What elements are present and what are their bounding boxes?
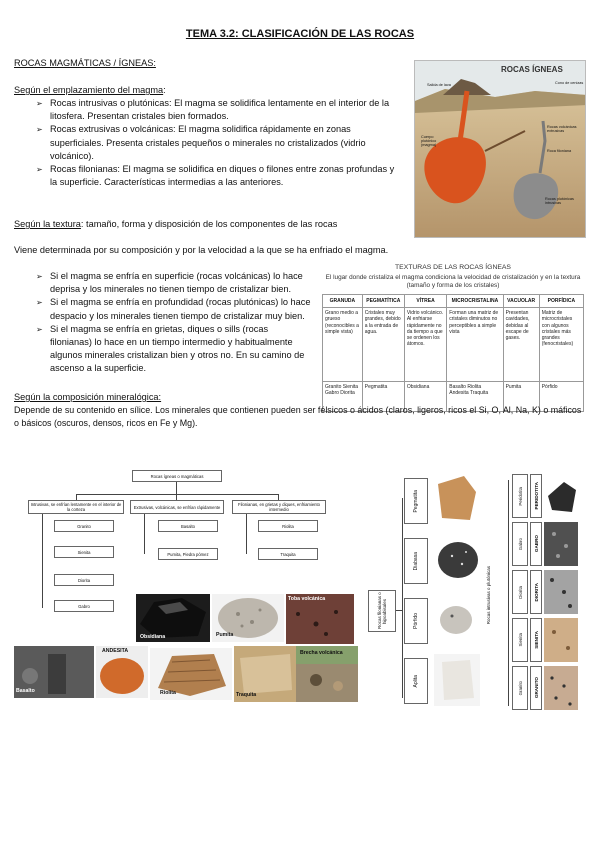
- table-cell: Grano medio a grueso (reconocibles a simple vista): [323, 308, 363, 382]
- diagram-item: Sienita: [54, 546, 114, 558]
- diagram-group-filonianas: Filonianas, en grietas y diques, enfriamiento intermedio: [232, 500, 326, 514]
- bullet-filonianas: ➢ Rocas filonianas: El magma se solidifica en diques o filones entre zonas profundas y la superficie. Características intermedias a las anteriores.: [36, 163, 400, 189]
- table-row: [323, 308, 584, 382]
- diagram-group-extrusivas: Extrusivas, volcánicas, se enfrían rápidamente: [130, 500, 224, 514]
- photo-aplita: [434, 654, 480, 706]
- rocas-igneas-figure: [414, 60, 586, 238]
- diagram-line: [76, 494, 278, 495]
- table-cell: Basalto Riolita Andesita Traquita: [447, 382, 503, 412]
- aplite-rock-icon: [434, 654, 480, 706]
- granite-rock-icon: [544, 666, 578, 710]
- page-title: TEMA 3.2: CLASIFICACIÓN DE LAS ROCAS: [185, 28, 415, 40]
- photo-peridotita: [544, 474, 578, 518]
- table-header: VÍTREA: [404, 295, 446, 308]
- table-cell: Vidrio volcánico. Al enfriarse rápidamente no da tiempo a que se ordenen los átomos.: [404, 308, 446, 382]
- diagram-line: [508, 480, 509, 706]
- photo-label-traquita: Traquita: [236, 692, 257, 698]
- diagram-line: [42, 514, 43, 608]
- plutonica-bold-granito: GRANITO: [530, 666, 542, 710]
- diagram-item: Diorita: [54, 574, 114, 586]
- subheading-emplazamiento: Según el emplazamiento del magma:: [14, 85, 166, 95]
- table-cell: Pórfido: [539, 382, 583, 412]
- diagram-item: Riolita: [258, 520, 318, 532]
- plutonica-label-sienita: Sienita: [512, 618, 528, 662]
- figure-title: ROCAS ÍGNEAS: [501, 65, 563, 74]
- table-cell: Forman una matriz de cristales diminutos no perceptibles a simple vista: [447, 308, 503, 382]
- diagram-line: [176, 482, 177, 494]
- photo-pegmatita: [434, 472, 480, 524]
- table-header: MICROCRISTALINA: [447, 295, 503, 308]
- section-heading-magmaticas: ROCAS MAGMÁTICAS / ÍGNEAS:: [14, 58, 156, 68]
- bullet-grietas: ➢ Si el magma se enfría en grietas, diques o sills (rocas filonianas) lo hace en un tiempo intermedio y habitualmente algunos minerales cristalizan bien y otros no. En su camino de ascenso a la superficie.: [36, 323, 312, 376]
- diorite-rock-icon: [544, 570, 578, 614]
- plutonica-bold-gabro: GABRO: [530, 522, 542, 566]
- diagram-item: Granito: [54, 520, 114, 532]
- table-cell: Cristales muy grandes, debido a la entrada de agua.: [362, 308, 404, 382]
- subheading-composicion: Según la composición mineralógica:: [14, 392, 162, 402]
- bullet-profundidad: ➢ Si el magma se enfría en profundidad (rocas plutónicas) lo hace despacio y los minerales tienen tiempo de cristalizar muy bien.: [36, 296, 312, 322]
- diabase-rock-icon: [434, 536, 480, 586]
- figure-label-lava: Salida de lava: [427, 83, 451, 87]
- texture-table-block: [322, 264, 584, 412]
- texture-list: [36, 270, 312, 376]
- plutonica-label-peridotita: Peridotita: [512, 474, 528, 518]
- plutonica-bold-peridotita: PERIDOTITA: [530, 474, 542, 518]
- photo-basalto: [14, 646, 94, 698]
- table-cell: Granito Sienita Gabro Diorita: [323, 382, 363, 412]
- diagram-item: Basalto: [158, 520, 218, 532]
- subheading-textura: Según la textura: tamaño, forma y disposición de los componentes de las rocas: [14, 219, 338, 229]
- table-cell: Presentan cavidades, debidas al escape de gases.: [503, 308, 539, 382]
- texture-table-subtitle: El lugar donde cristaliza el magma condiciona la velocidad de cristalización y en la textura (tamaño y forma de los cristales): [325, 274, 581, 289]
- filoniana-label-diabasa: Diabasa: [404, 538, 428, 584]
- photo-label-basalto: Basalto: [16, 688, 35, 694]
- photo-toba: [286, 594, 354, 644]
- plutonicas-group-label: Rocas intrusivas o plutónicas: [486, 566, 491, 625]
- table-header: PORFÍDICA: [539, 295, 583, 308]
- photo-label-toba: Toba volcánica: [288, 596, 326, 602]
- bullet-extrusivas: ➢ Rocas extrusivas o volcánicas: El magma solidifica rápidamente en zonas superficiales. Presenta cristales pequeños o minerales no cristalizados (vidrio volcánico).: [36, 123, 400, 163]
- photo-sienita: [544, 618, 578, 662]
- table-cell: Matriz de microcristales con algunos cristales más grandes (fenocristales): [539, 308, 583, 382]
- photo-granito: [544, 666, 578, 710]
- table-cell: Pegmatita: [362, 382, 404, 412]
- photo-label-brecha: Brecha volcánica: [300, 650, 343, 656]
- diagram-line: [402, 498, 403, 698]
- photo-label-obsidiana: Obsidiana: [140, 634, 166, 640]
- diagram-item: Traquita: [258, 548, 318, 560]
- table-header-row: [323, 295, 584, 308]
- photo-porfido: [434, 598, 480, 642]
- figure-label-volcanicas: Rocas volcánicas extrusivas: [547, 125, 577, 133]
- filoniana-label-aplita: Aplita: [404, 658, 428, 704]
- photo-brecha: [296, 646, 358, 702]
- texture-table: [322, 294, 584, 412]
- plutonica-label-granito: Granito: [512, 666, 528, 710]
- figure-label-cuerpo: Cuerpo plutónico (magma): [421, 135, 437, 147]
- texture-intro: Viene determinada por su composición y por la velocidad a la que se ha enfriado el magma.: [14, 245, 389, 255]
- photo-riolita: [150, 648, 232, 700]
- photo-label-andesita: ANDESITA: [102, 648, 129, 654]
- figure-label-plutonicas: Rocas plutónicas intrusivas: [545, 197, 574, 205]
- pegmatite-rock-icon: [434, 472, 480, 524]
- filonianas-group-label: Rocas filonianas o hipoabisales: [368, 590, 396, 632]
- photo-gabro: [544, 522, 578, 566]
- plutonica-label-gabro: Gabro: [512, 522, 528, 566]
- table-cell: Pumita: [503, 382, 539, 412]
- diagram-item: Gabro: [54, 600, 114, 612]
- diagram-root: Rocas ígneas o magmáticas: [132, 470, 222, 482]
- figure-label-filoniana: Roca filoniana: [547, 149, 572, 153]
- table-header: PEGMATÍTICA: [362, 295, 404, 308]
- syenite-rock-icon: [544, 618, 578, 662]
- filoniana-label-porfido: Pórfido: [404, 598, 428, 644]
- plutonica-label-diorita: Diorita: [512, 570, 528, 614]
- photo-andesita: [96, 646, 148, 698]
- composition-text: Depende de su contenido en sílice. Los minerales que contienen pueden ser félsicos o ácidos (claros, ligeros, ricos el Si, O, Al, Na, K) o máficos o básicos (oscuros, densos, ricos en Fe y Mg).: [14, 405, 582, 429]
- diagram-line: [246, 514, 247, 554]
- plutonica-bold-sienita: SIENITA: [530, 618, 542, 662]
- diagram-line: [144, 514, 145, 554]
- filoniana-label-pegmatita: Pegmatita: [404, 478, 428, 524]
- bullet-intrusivas: ➢ Rocas intrusivas o plutónicas: El magma se solidifica lentamente en el interior de la litosfera. Presentan cristales bien formados.: [36, 97, 400, 123]
- photo-label-riolita: Riolita: [160, 690, 176, 696]
- diagram-item: Pumita, Piedra pómez: [158, 548, 218, 560]
- table-header: GRANUDA: [323, 295, 363, 308]
- texture-table-title: TEXTURAS DE LAS ROCAS ÍGNEAS: [395, 264, 511, 271]
- bullet-superficie: ➢ Si el magma se enfría en superficie (rocas volcánicas) lo hace deprisa y los minerales no tienen tiempo de cristalizar bien.: [36, 270, 312, 296]
- table-cell: Obsidiana: [404, 382, 446, 412]
- table-header: VACUOLAR: [503, 295, 539, 308]
- photo-pumita: [212, 594, 284, 642]
- porphyry-rock-icon: [434, 598, 480, 642]
- figure-label-cono: Cono de cenizas: [555, 81, 584, 85]
- gabbro-rock-icon: [544, 522, 578, 566]
- photo-diorita: [544, 570, 578, 614]
- plutonica-bold-diorita: DIORITA: [530, 570, 542, 614]
- photo-traquita: [234, 646, 296, 702]
- plutonicas-panel: [486, 470, 582, 710]
- photo-diabasa: [434, 536, 480, 586]
- peridotite-rock-icon: [544, 474, 578, 518]
- emplazamiento-list: [36, 97, 400, 189]
- diagram-group-intrusivas: Intrusivas, se enfrían lentamente en el interior de la corteza: [28, 500, 124, 514]
- filonianas-panel: [364, 470, 484, 710]
- photo-label-pumita: Pumita: [216, 632, 234, 638]
